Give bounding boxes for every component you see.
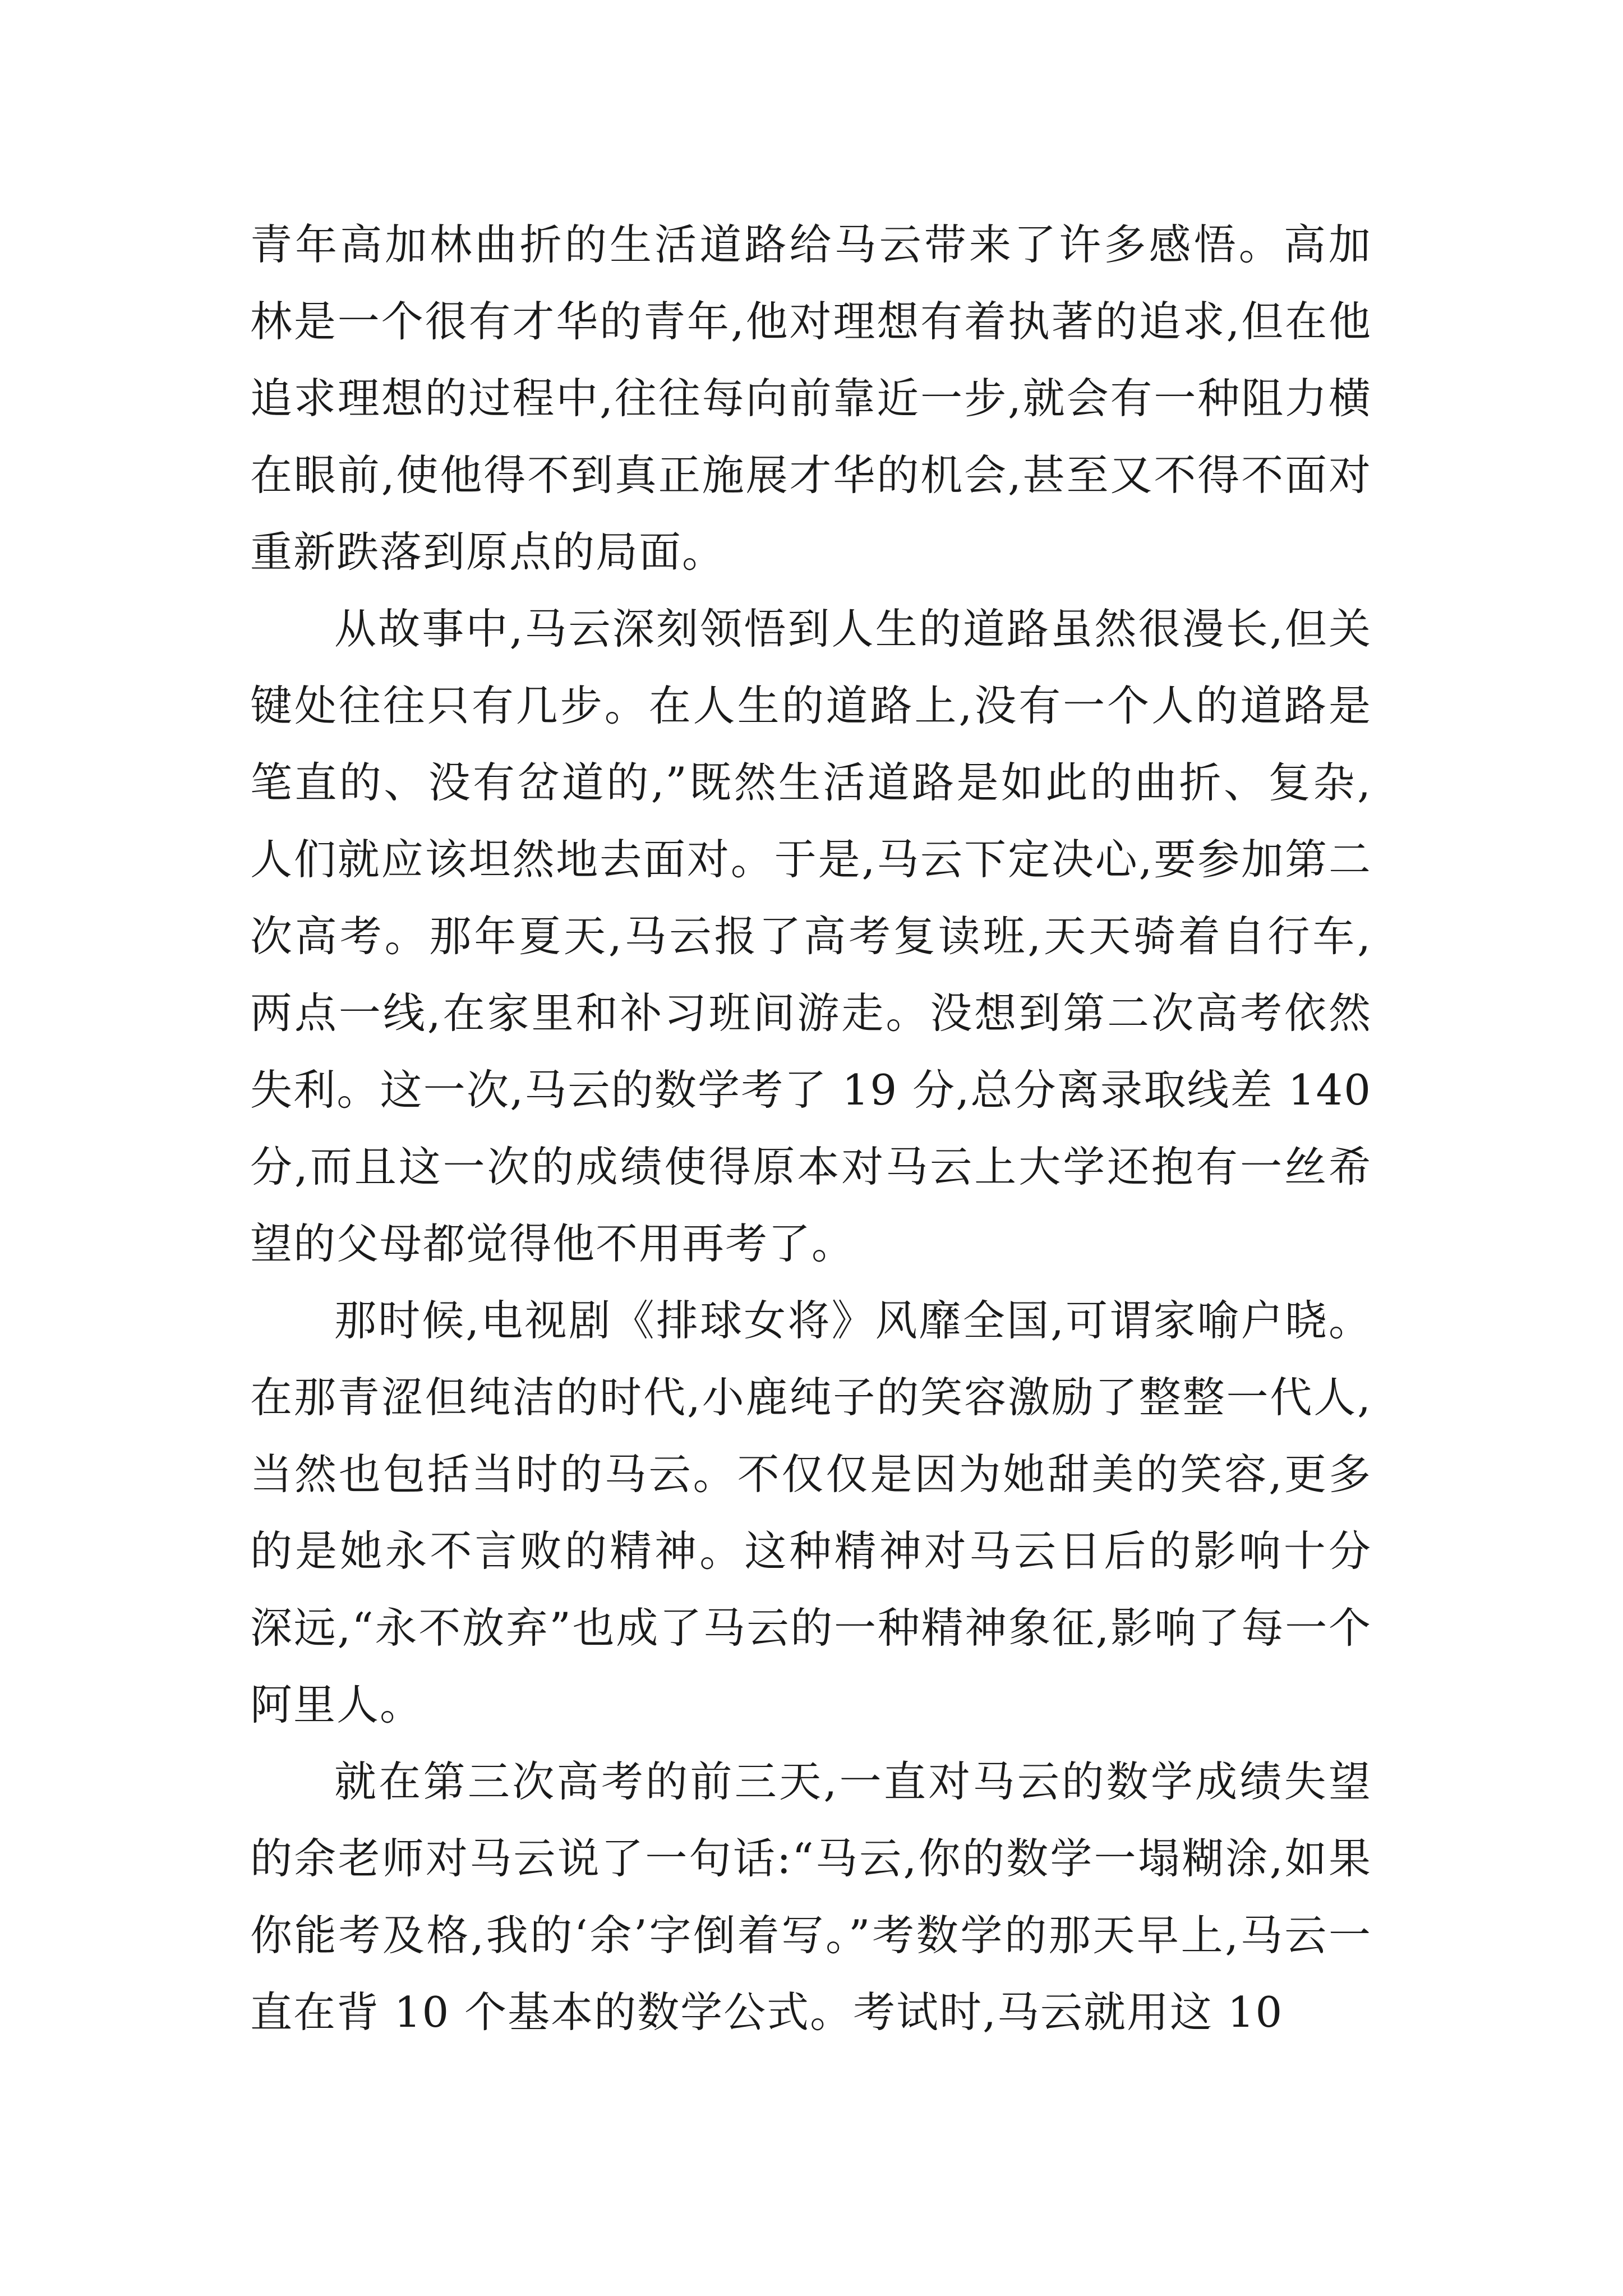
body-text: [250, 206, 1372, 2051]
paragraph-1: 青年高加林曲折的生活道路给马云带来了许多感悟。高加林是一个很有才华的青年,他对理想有着执著的追求,但在他追求理想的过程中,往往每向前靠近一步,就会有一种阻力横在眼前,使他得不到真正施展才华的机会,甚至又不得不面对重新跌落到原点的局面。: [250, 220, 1372, 577]
paragraph-3: 那时候,电视剧《排球女将》风靡全国,可谓家喻户晓。在那青涩但纯洁的时代,小鹿纯子的笑容激励了整整一代人,当然也包括当时的马云。不仅仅是因为她甜美的笑容,更多的是她永不言败的精神。这种精神对马云日后的影响十分深远,“永不放弃”也成了马云的一种精神象征,影响了每一个阿里人。: [250, 1296, 1372, 1729]
paragraph-2: 从故事中,马云深刻领悟到人生的道路虽然很漫长,但关键处往往只有几步。在人生的道路上,没有一个人的道路是笔直的、没有岔道的,”既然生活道路是如此的曲折、复杂,人们就应该坦然地去面对。于是,马云下定决心,要参加第二次高考。那年夏天,马云报了高考复读班,天天骑着自行车,两点一线,在家里和补习班间游走。没想到第二次高考依然失利。这一次,马云的数学考了 19 分,总分离录取线差 140 分,而且这一次的成绩使得原本对马云上大学还抱有一丝希望的父母都觉得他不用再考了。: [250, 604, 1372, 1268]
paragraph-4: 就在第三次高考的前三天,一直对马云的数学成绩失望的余老师对马云说了一句话:“马云,你的数学一塌糊涂,如果你能考及格,我的‘余’字倒着写。”考数学的那天早上,马云一直在背 10 个基本的数学公式。考试时,马云就用这 10: [250, 1757, 1372, 2037]
